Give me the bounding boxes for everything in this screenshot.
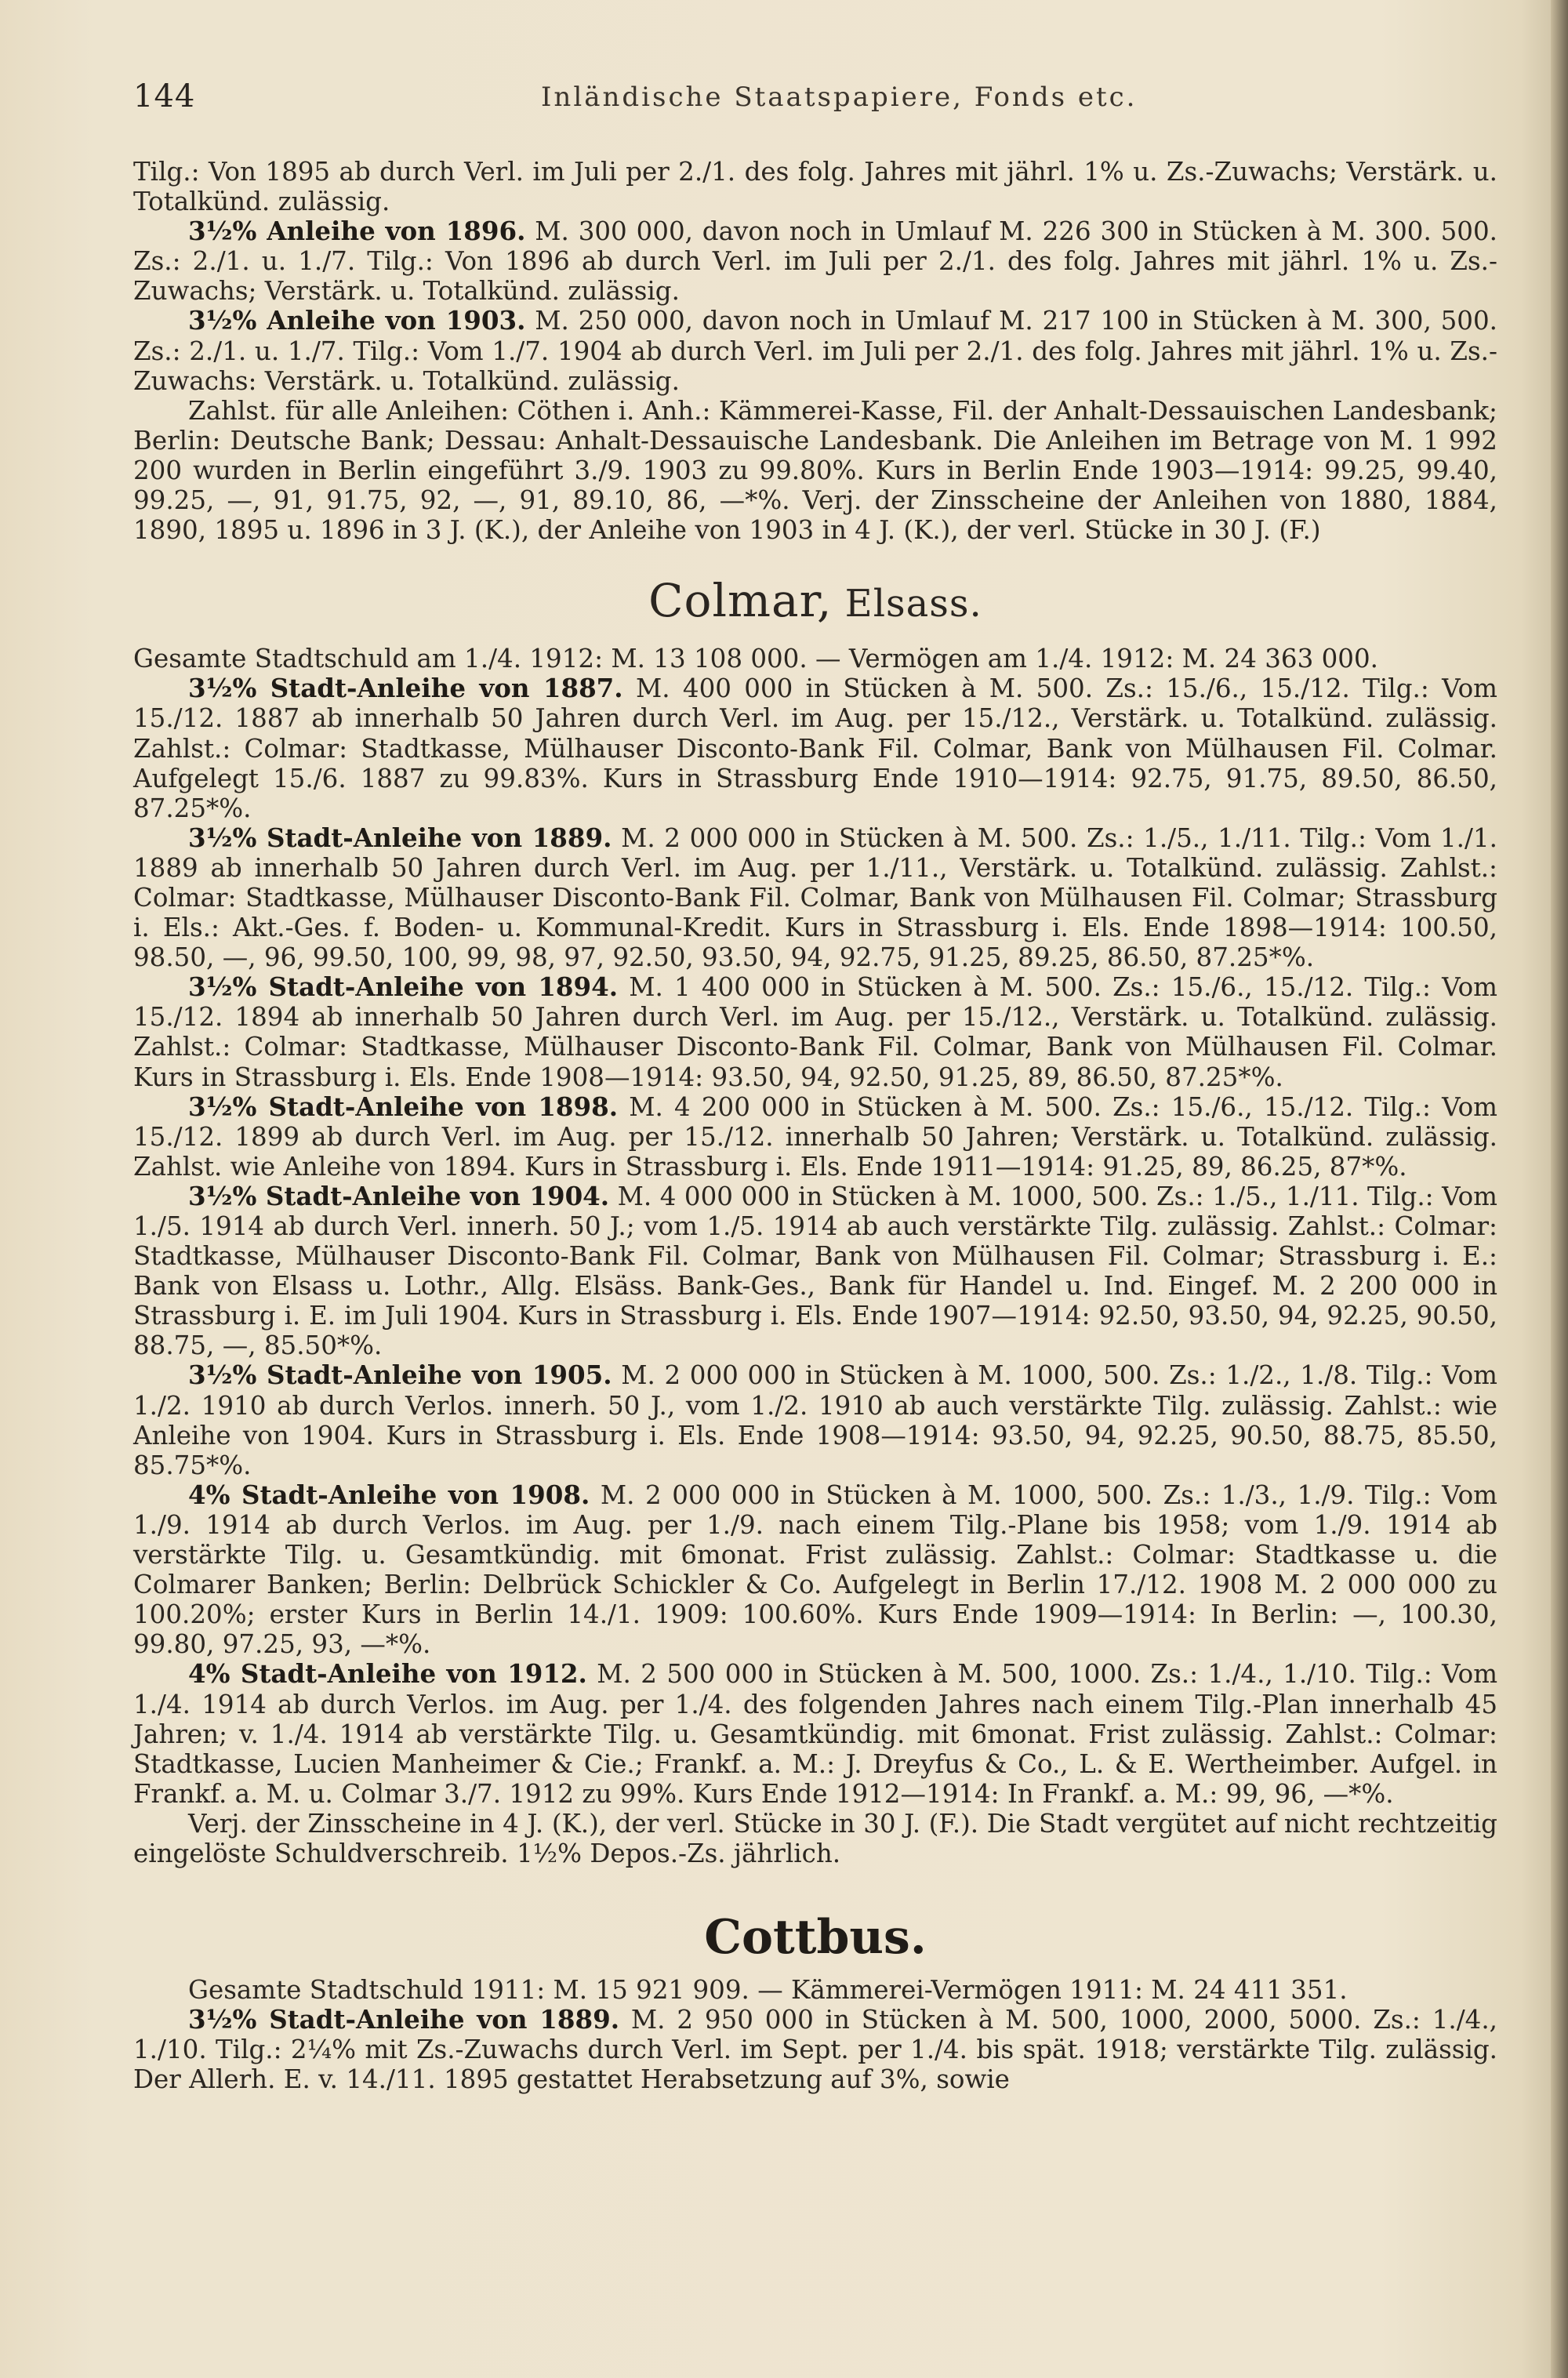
page-number: 144 bbox=[133, 78, 196, 114]
loan-heading: 3½% Anleihe von 1903. bbox=[188, 305, 526, 336]
loan-heading: 4% Stadt-Anleihe von 1912. bbox=[188, 1658, 587, 1690]
loan-heading: 3½% Stadt-Anleihe von 1894. bbox=[188, 971, 619, 1003]
paragraph bbox=[133, 157, 1497, 216]
paragraph-text: Tilg.: Von 1895 ab durch Verl. im Juli per 2./1. des folg. Jahres mit jährl. 1% u. Zs.-Zuwachs; Verstärk. u. Totalkünd. zulässig. bbox=[133, 157, 1497, 217]
paragraph bbox=[133, 1360, 1497, 1479]
paragraph-text: Gesamte Stadtschuld 1911: M. 15 921 909. — Kämmerei-Vermögen 1911: M. 24 411 351. bbox=[188, 1975, 1348, 2006]
paragraph bbox=[133, 1809, 1497, 1868]
loan-heading: 4% Stadt-Anleihe von 1908. bbox=[188, 1479, 590, 1510]
paragraph bbox=[133, 1975, 1497, 2005]
paragraph bbox=[133, 1659, 1497, 1808]
paragraph-text: M. 250 000, davon noch in Umlauf M. 217 100 in Stücken à M. 300, 500. Zs.: 2./1. u. 1./7. Tilg.: Vom 1./7. 1904 ab durch Verl. im Juli per 2./1. des folg. Jahres mit jährl. 1% u. Zs.-Zuwachs: Verstärk. u. Totalkünd. zulässig. bbox=[133, 306, 1497, 396]
paragraph bbox=[133, 972, 1497, 1091]
paragraph-text: M. 300 000, davon noch in Umlauf M. 226 300 in Stücken à M. 300. 500. Zs.: 2./1. u. 1./7. Tilg.: Von 1896 ab durch Verl. im Juli per 2./1. des folg. Jahres mit jährl. 1% u. Zs.-Zuwachs; Verstärk. u. Totalkünd. zulässig. bbox=[133, 216, 1497, 307]
text-column bbox=[133, 157, 1497, 2094]
loan-heading: 3½% Stadt-Anleihe von 1889. bbox=[188, 2004, 620, 2035]
paragraph-text: M. 2 950 000 in Stücken à M. 500, 1000, 2000, 5000. Zs.: 1./4., 1./10. Tilg.: 2¼% mit Zs.-Zuwachs durch Verl. im Sept. per 1./4. bis spät. 1918; verstärkte Tilg. zulässig. Der Allerh. E. v. 14./11. 1895 gestattet Herabsetzung auf 3%, sowie bbox=[133, 2005, 1497, 2095]
paragraph-text: M. 2 000 000 in Stücken à M. 1000, 500. Zs.: 1./3., 1./9. Tilg.: Vom 1./9. 1914 ab durch Verlos. im Aug. per 1./9. nach einem Tilg.-Plane bis 1958; vom 1./9. 1914 ab verstärkte Tilg. u. Gesamtkündig. mit 6monat. Frist zulässig. Zahlst.: Colmar: Stadtkasse u. die Colmarer Banken; Berlin: Delbrück Schickler & Co. Aufgelegt in Berlin 17./12. 1908 M. 2 000 000 zu 100.20%; erster Kurs in Berlin 14./1. 1909: 100.60%. Kurs Ende 1909—1914: In Berlin: —, 100.30, 99.80, 97.25, 93, —*%. bbox=[133, 1479, 1497, 1660]
section-title-cottbus: Cottbus. bbox=[704, 1910, 927, 1966]
paragraph-text: Gesamte Stadtschuld am 1./4. 1912: M. 13 108 000. — Vermögen am 1./4. 1912: M. 24 363 000. bbox=[133, 644, 1378, 674]
loan-heading: 3½% Stadt-Anleihe von 1898. bbox=[188, 1091, 619, 1122]
paragraph bbox=[133, 2005, 1497, 2094]
paragraph bbox=[133, 1092, 1497, 1182]
section-title-sub: Elsass. bbox=[832, 582, 982, 626]
paragraph-text: M. 2 000 000 in Stücken à M. 500. Zs.: 1./5., 1./11. Tilg.: Vom 1./1. 1889 ab innerhalb 50 Jahren durch Verl. im Aug. per 1./11., Verstärk. u. Totalkünd. zulässig. Zahlst.: Colmar: Stadtkasse, Mülhauser Disconto-Bank Fil. Colmar, Bank von Mülhausen Fil. Colmar; Strassburg i. Els.: Akt.-Ges. f. Boden- u. Kommunal-Kredit. Kurs in Strassburg i. Els. Ende 1898—1914: 100.50, 98.50, —, 96, 99.50, 100, 99, 98, 97, 92.50, 93.50, 94, 92.75, 91.25, 89.25, 86.50, 87.25*%. bbox=[133, 822, 1497, 973]
paragraph bbox=[133, 673, 1497, 822]
paragraph bbox=[133, 644, 1497, 673]
section-title-main: Colmar, bbox=[648, 574, 833, 628]
paragraph-text: M. 2 000 000 in Stücken à M. 1000, 500. Zs.: 1./2., 1./8. Tilg.: Vom 1./2. 1910 ab durch Verlos. innerh. 50 J., vom 1./2. 1910 ab auch verstärkte Tilg. zulässig. Zahlst.: wie Anleihe von 1904. Kurs in Strassburg i. Els. Ende 1908—1914: 93.50, 94, 92.25, 90.50, 88.75, 85.50, 85.75*%. bbox=[133, 1360, 1497, 1480]
paragraph-text: Zahlst. für alle Anleihen: Cöthen i. Anh.: Kämmerei-Kasse, Fil. der Anhalt-Dessauischen Landesbank; Berlin: Deutsche Bank; Dessau: Anhalt-Dessauische Landesbank. Die Anleihen im Betrage von M. 1 992 200 wurden in Berlin eingeführt 3./9. 1903 zu 99.80%. Kurs in Berlin Ende 1903—1914: 99.25, 99.40, 99.25, —, 91, 91.75, 92, —, 91, 89.10, 86, —*%. Verj. der Zinsscheine der Anleihen von 1880, 1884, 1890, 1895 u. 1896 in 3 J. (K.), der Anleihe von 1903 in 4 J. (K.), der verl. Stücke in 30 J. (F.) bbox=[133, 395, 1497, 546]
loan-heading: 3½% Anleihe von 1896. bbox=[188, 216, 526, 247]
paragraph-text: M. 1 400 000 in Stücken à M. 500. Zs.: 15./6., 15./12. Tilg.: Vom 15./12. 1894 ab innerhalb 50 Jahren durch Verl. im Aug. per 15./12., Verstärk. u. Totalkünd. zulässig. Zahlst.: Colmar: Stadtkasse, Mülhauser Disconto-Bank Fil. Colmar, Bank von Mülhausen Fil. Colmar. Kurs in Strassburg i. Els. Ende 1908—1914: 93.50, 94, 92.50, 91.25, 89, 86.50, 87.25*%. bbox=[133, 972, 1497, 1092]
loan-heading: 3½% Stadt-Anleihe von 1905. bbox=[188, 1360, 612, 1391]
paragraph bbox=[133, 823, 1497, 972]
page-edge-shadow bbox=[1551, 0, 1568, 2378]
loan-heading: 3½% Stadt-Anleihe von 1904. bbox=[188, 1180, 610, 1211]
section-title-colmar bbox=[133, 573, 1497, 631]
paragraph bbox=[133, 1182, 1497, 1361]
paragraph-text: M. 400 000 in Stücken à M. 500. Zs.: 15./6., 15./12. Tilg.: Vom 15./12. 1887 ab innerhalb 50 Jahren durch Verl. im Aug. per 15./12., Verstärk. u. Totalkünd. zulässig. Zahlst.: Colmar: Stadtkasse, Mülhauser Disconto-Bank Fil. Colmar, Bank von Mülhausen Fil. Colmar. Aufgelegt 15./6. 1887 zu 99.83%. Kurs in Strassburg Ende 1910—1914: 92.75, 91.75, 89.50, 86.50, 87.25*%. bbox=[133, 673, 1497, 823]
paragraph-text: M. 4 200 000 in Stücken à M. 500. Zs.: 15./6., 15./12. Tilg.: Vom 15./12. 1899 ab durch Verl. im Aug. per 15./12. innerhalb 50 Jahren; Verstärk. u. Totalkünd. zulässig. Zahlst. wie Anleihe von 1894. Kurs in Strassburg i. Els. Ende 1911—1914: 91.25, 89, 86.25, 87*%. bbox=[133, 1091, 1497, 1182]
page-header bbox=[133, 78, 1497, 125]
paragraph bbox=[133, 396, 1497, 545]
paragraph-text: M. 4 000 000 in Stücken à M. 1000, 500. Zs.: 1./5., 1./11. Tilg.: Vom 1./5. 1914 ab durch Verl. innerh. 50 J.; vom 1./5. 1914 ab auch verstärkte Tilg. zulässig. Zahlst.: Colmar: Stadtkasse, Mülhauser Disconto-Bank Fil. Colmar, Bank von Mülhausen Fil. Colmar; Strassburg i. E.: Bank von Elsass u. Lothr., Allg. Elsäss. Bank-Ges., Bank für Handel u. Ind. Eingef. M. 2 200 000 in Strassburg i. E. im Juli 1904. Kurs in Strassburg i. Els. Ende 1907—1914: 92.50, 93.50, 94, 92.25, 90.50, 88.75, —, 85.50*%. bbox=[133, 1181, 1497, 1361]
paragraph-text: Verj. der Zinsscheine in 4 J. (K.), der verl. Stücke in 30 J. (F.). Die Stadt vergütet auf nicht rechtzeitig eingelöste Schuldverschreib. 1½% Depos.-Zs. jährlich. bbox=[133, 1808, 1497, 1868]
loan-heading: 3½% Stadt-Anleihe von 1889. bbox=[188, 822, 612, 853]
paragraph bbox=[133, 1480, 1497, 1660]
paragraph bbox=[133, 306, 1497, 395]
paragraph-text: M. 2 500 000 in Stücken à M. 500, 1000. Zs.: 1./4., 1./10. Tilg.: Vom 1./4. 1914 ab durch Verlos. im Aug. per 1./4. des folgenden Jahres nach einem Tilg.-Plan innerhalb 45 Jahren; v. 1./4. 1914 ab verstärkte Tilg. u. Gesamtkündig. mit 6monat. Frist zulässig. Zahlst.: Colmar: Stadtkasse, Lucien Manheimer & Cie.; Frankf. a. M.: J. Dreyfus & Co., L. & E. Wertheimber. Aufgel. in Frankf. a. M. u. Colmar 3./7. 1912 zu 99%. Kurs Ende 1912—1914: In Frankf. a. M.: 99, 96, —*%. bbox=[133, 1659, 1498, 1809]
paragraph bbox=[133, 216, 1497, 306]
running-title: Inländische Staatspapiere, Fonds etc. bbox=[541, 82, 1138, 113]
loan-heading: 3½% Stadt-Anleihe von 1887. bbox=[188, 673, 623, 704]
